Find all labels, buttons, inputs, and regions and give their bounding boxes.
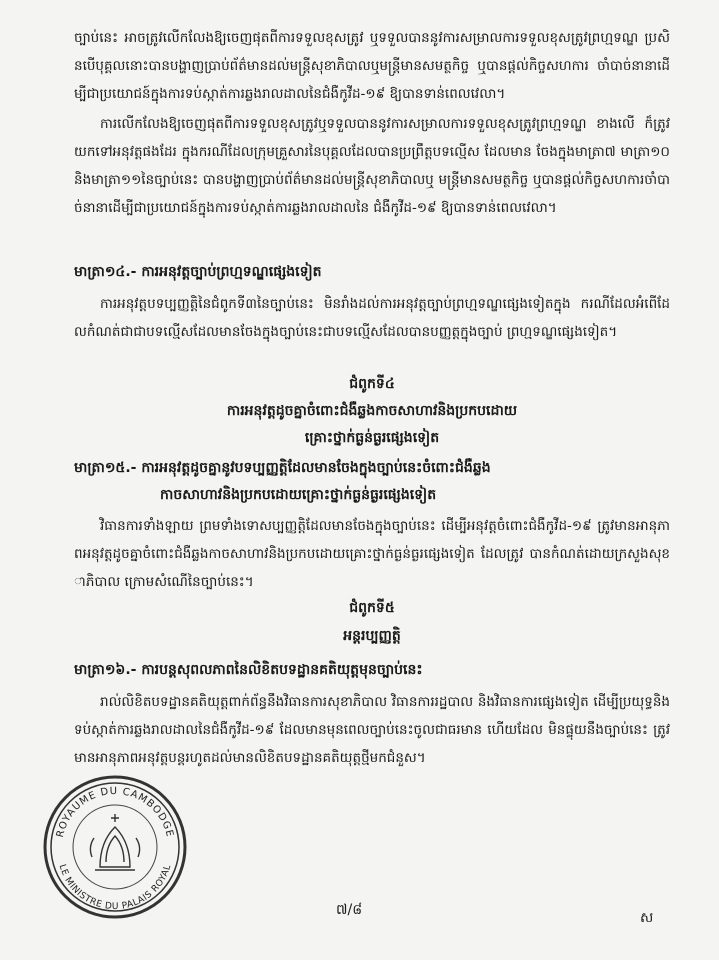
article-16-title: មាត្រា១៦.- ការបន្តសុពលភាពនៃលិខិតបទដ្ឋានគតិយុត្តមុនច្បាប់នេះ: [74, 662, 423, 678]
royal-seal: [40, 772, 190, 922]
page-number: ៧/៨: [336, 902, 363, 918]
paragraph-2: ការលើកលែងឱ្យចេញផុតពីការទទួលខុសត្រូវឬទទួលបាននូវការសម្រាលការទទួលខុសត្រូវព្រហ្មទណ្ឌ ខាងលើ ក៏ត្រូវយកទៅអនុវត្តផងដែរ ក្នុងករណីដែលក្រុមគ្រួសារនៃបុគ្គលដែលបានប្រព្រឹត្តបទល្មើស ដែលមាន ចែងក្នុងមាត្រា៧ មាត្រា១០ និងមាត្រា១១នៃច្បាប់នេះ បានបង្ហាញប្រាប់ព័ត៌មានដល់មន្ត្រីសុខាភិបាលឬ មន្ត្រីមានសមត្ថកិច្ច ឬបានផ្តល់កិច្ចសហការចាំបាច់នានាដើម្បីជាប្រយោជន៍ក្នុងការទប់ស្កាត់ការឆ្លងរាលដាលនៃ ជំងឺកូវីដ-១៩ ឱ្យបានទាន់ពេលវេលា។: [74, 116, 670, 216]
paragraph-4: វិធានការទាំងឡាយ ព្រមទាំងទោសប្បញ្ញត្តិដែលមានចែងក្នុងច្បាប់នេះ ដើម្បីអនុវត្តចំពោះជំងឺកូវីដ-១៩ ត្រូវមានអានុភាពអនុវត្តដូចគ្នាចំពោះជំងឺឆ្លងកាចសាហាវនិងប្រកបដោយគ្រោះថ្នាក់ធ្ងន់ធ្ងរផ្សេងទៀត ដែលត្រូវ បានកំណត់ដោយក្រសួងសុខាភិបាល ក្រោមសំណើនៃច្បាប់នេះ។: [74, 518, 670, 590]
seal-top-text: ROYAUME DU CAMBODGE: [54, 785, 176, 839]
svg-text:ROYAUME DU CAMBODGE: [55, 786, 175, 839]
article-14-title: មាត្រា១៤.- ការអនុវត្តច្បាប់ព្រហ្មទណ្ឌផ្សេងទៀត: [74, 264, 322, 280]
article-15-title-line-2: កាចសាហាវនិងប្រកបដោយគ្រោះថ្នាក់ធ្ងន់ធ្ងរផ្សេងទៀត: [160, 487, 437, 503]
article-15-title-line-1: មាត្រា១៥.- ការអនុវត្តដូចគ្នានូវបទប្បញ្ញត្តិដែលមានចែងក្នុងច្បាប់នេះចំពោះជំងឺឆ្លង: [74, 460, 491, 476]
seal-emblem-icon: [90, 814, 139, 870]
initial-mark: ស: [640, 910, 654, 926]
paragraph-3: ការអនុវត្តបទប្បញ្ញត្តិនៃជំពូកទី៣នៃច្បាប់នេះ មិនរាំងដល់ការអនុវត្តច្បាប់ព្រហ្មទណ្ឌផ្សេងទៀតក្នុង ករណីដែលអំពើដែលកំណត់ជាជាបទល្មើសដែលមានចែងក្នុងច្បាប់នេះជាបទល្មើសដែលបានបញ្ញត្តក្នុងច្បាប់ ព្រហ្មទណ្ឌផ្សេងទៀត។: [74, 296, 670, 340]
paragraph-5: រាល់លិខិតបទដ្ឋានគតិយុត្តពាក់ព័ន្ធនឹងវិធានការសុខាភិបាល វិធានការរដ្ឋបាល និងវិធានការផ្សេងទៀត ដើម្បីប្រយុទ្ធនិងទប់ស្កាត់ការឆ្លងរាលដាលនៃជំងឺកូវីដ-១៩ ដែលមានមុនពេលច្បាប់នេះចូលជាធរមាន ហើយដែល មិនផ្ទុយនឹងច្បាប់នេះ ត្រូវមានអានុភាពអនុវត្តបន្តរហូតដល់មានលិខិតបទដ្ឋានគតិយុត្តថ្មីមកជំនួស។: [74, 694, 670, 766]
chapter-4-title-line-2: គ្រោះថ្នាក់ធ្ងន់ធ្ងរផ្សេងទៀត: [304, 430, 440, 446]
seal-bottom-text: LE MINISTRE DU PALAIS ROYAL: [56, 863, 174, 913]
chapter-5-number: ជំពូកទី៥: [349, 600, 395, 616]
chapter-5-title: អន្តរប្បញ្ញត្តិ: [343, 628, 401, 644]
chapter-4-title-line-1: ការអនុវត្តដូចគ្នាចំពោះជំងឺឆ្លងកាចសាហាវនិងប្រកបដោយ: [226, 403, 518, 419]
chapter-4-number: ជំពូកទី៤: [349, 376, 395, 392]
paragraph-1: ច្បាប់នេះ អាចត្រូវលើកលែងឱ្យចេញផុតពីការទទួលខុសត្រូវ ឬទទួលបាននូវការសម្រាលការទទួលខុសត្រូវព្រហ្មទណ្ឌ ប្រសិនបើបុគ្គលនោះបានបង្ហាញប្រាប់ព័ត៌មានដល់មន្ត្រីសុខាភិបាលឬមន្ត្រីមានសមត្ថកិច្ច ឬបានផ្តល់កិច្ចសហការ ចាំបាច់នានាដើម្បីជាប្រយោជន៍ក្នុងការទប់ស្កាត់ការឆ្លងរាលដាលនៃជំងឺកូវីដ-១៩ ឱ្យបានទាន់ពេលវេលា។: [74, 30, 670, 102]
